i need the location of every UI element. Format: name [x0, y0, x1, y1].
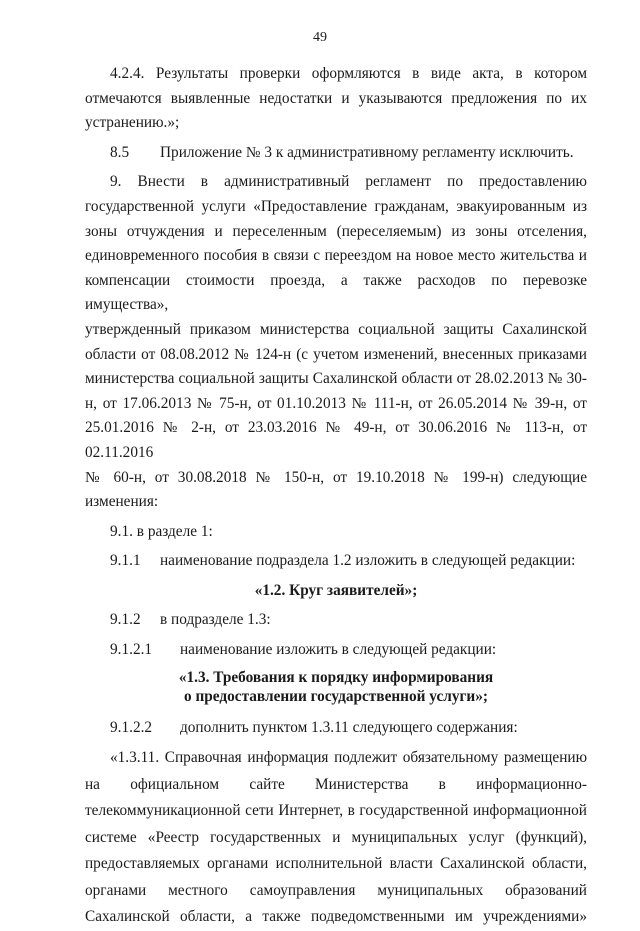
- text-line: системе «Реестр государственных и муниципальных услуг (функций),: [85, 828, 587, 846]
- text-line: устранению.»;: [85, 114, 180, 132]
- item-text: наименование изложить в следующей редакции:: [180, 641, 497, 659]
- text-line: утвержденный приказом министерства социальной защиты Сахалинской: [85, 320, 587, 338]
- item-8-5: [85, 141, 587, 166]
- item-number: 9.1.2.2: [110, 718, 153, 736]
- text-line: предоставляемых органами исполнительной власти Сахалинской области,: [85, 855, 587, 873]
- text-line: «1.3.11. Справочная информация подлежит обязательному размещению: [110, 749, 587, 767]
- item-number: 9.1.2.1: [110, 641, 153, 659]
- item-number: 8.5: [110, 143, 130, 161]
- item-9-1-2-1: [85, 638, 587, 663]
- item-9-1-2: [85, 608, 587, 633]
- page-number: 49: [313, 30, 327, 45]
- text-line: области от 08.08.2012 № 124-н (с учетом изменений, внесенных приказами: [85, 345, 587, 363]
- text-line: изменения:: [85, 493, 159, 511]
- text-line: 4.2.4. Результаты проверки оформляются в виде акта, в котором: [110, 65, 587, 82]
- text-line: зоны отчуждения и переселенным (переселяемым) из зоны отселения,: [85, 222, 587, 240]
- text-line: телекоммуникационной сети Интернет, в государственной информационной: [85, 802, 587, 820]
- text-line: министерства социальной защиты Сахалинской области от 28.02.2013 № 30-: [85, 370, 587, 388]
- text-line: единовременного пособия в связи с переездом на новое место жительства и: [85, 247, 587, 265]
- text-line: Сахалинской области, а также подведомственными им учреждениями»: [85, 908, 587, 926]
- document-body: [85, 62, 587, 931]
- text-line: компенсации стоимости проезда, а также расходов по перевозке имущества»,: [85, 271, 587, 314]
- text-line: н, от 17.06.2013 № 75-н, от 01.10.2013 № 111-н, от 26.05.2014 № 39-н, от: [85, 394, 587, 412]
- item-text: в подразделе 1.3:: [160, 611, 271, 629]
- item-9-1: 9.1. в разделе 1:: [110, 522, 213, 540]
- text-line: органами местного самоуправления муниципальных образований: [85, 881, 587, 899]
- text-line: 9. Внести в административный регламент по предоставлению: [110, 173, 587, 191]
- item-text: Приложение № 3 к административному регламенту исключить.: [160, 143, 574, 161]
- item-9-1-1: [85, 549, 587, 574]
- heading-1-2: «1.2. Круг заявителей»;: [254, 581, 418, 599]
- text-line: государственной услуги «Предоставление гражданам, эвакуированным из: [85, 197, 587, 215]
- heading-1-3-line1: «1.3. Требования к порядку информирования: [178, 668, 494, 686]
- text-line: № 60-н, от 30.08.2018 № 150-н, от 19.10.2018 № 199-н) следующие: [85, 468, 587, 486]
- item-number: 9.1.2: [110, 611, 141, 629]
- item-number: 9.1.1: [110, 552, 141, 570]
- item-9-1-2-2: [85, 716, 587, 741]
- item-text: наименование подраздела 1.2 изложить в следующей редакции:: [160, 552, 576, 570]
- heading-1-3-line2: о предоставлении государственной услуги»;: [184, 687, 488, 705]
- text-line: 25.01.2016 № 2-н, от 23.03.2016 № 49-н, от 30.06.2016 № 113-н, от 02.11.2016: [85, 419, 587, 461]
- text-line: отмечаются выявленные недостатки и указываются предложения по их: [85, 89, 587, 107]
- text-line: на официальном сайте Министерства в информационно-: [85, 775, 587, 793]
- item-text: дополнить пунктом 1.3.11 следующего содержания:: [180, 718, 518, 736]
